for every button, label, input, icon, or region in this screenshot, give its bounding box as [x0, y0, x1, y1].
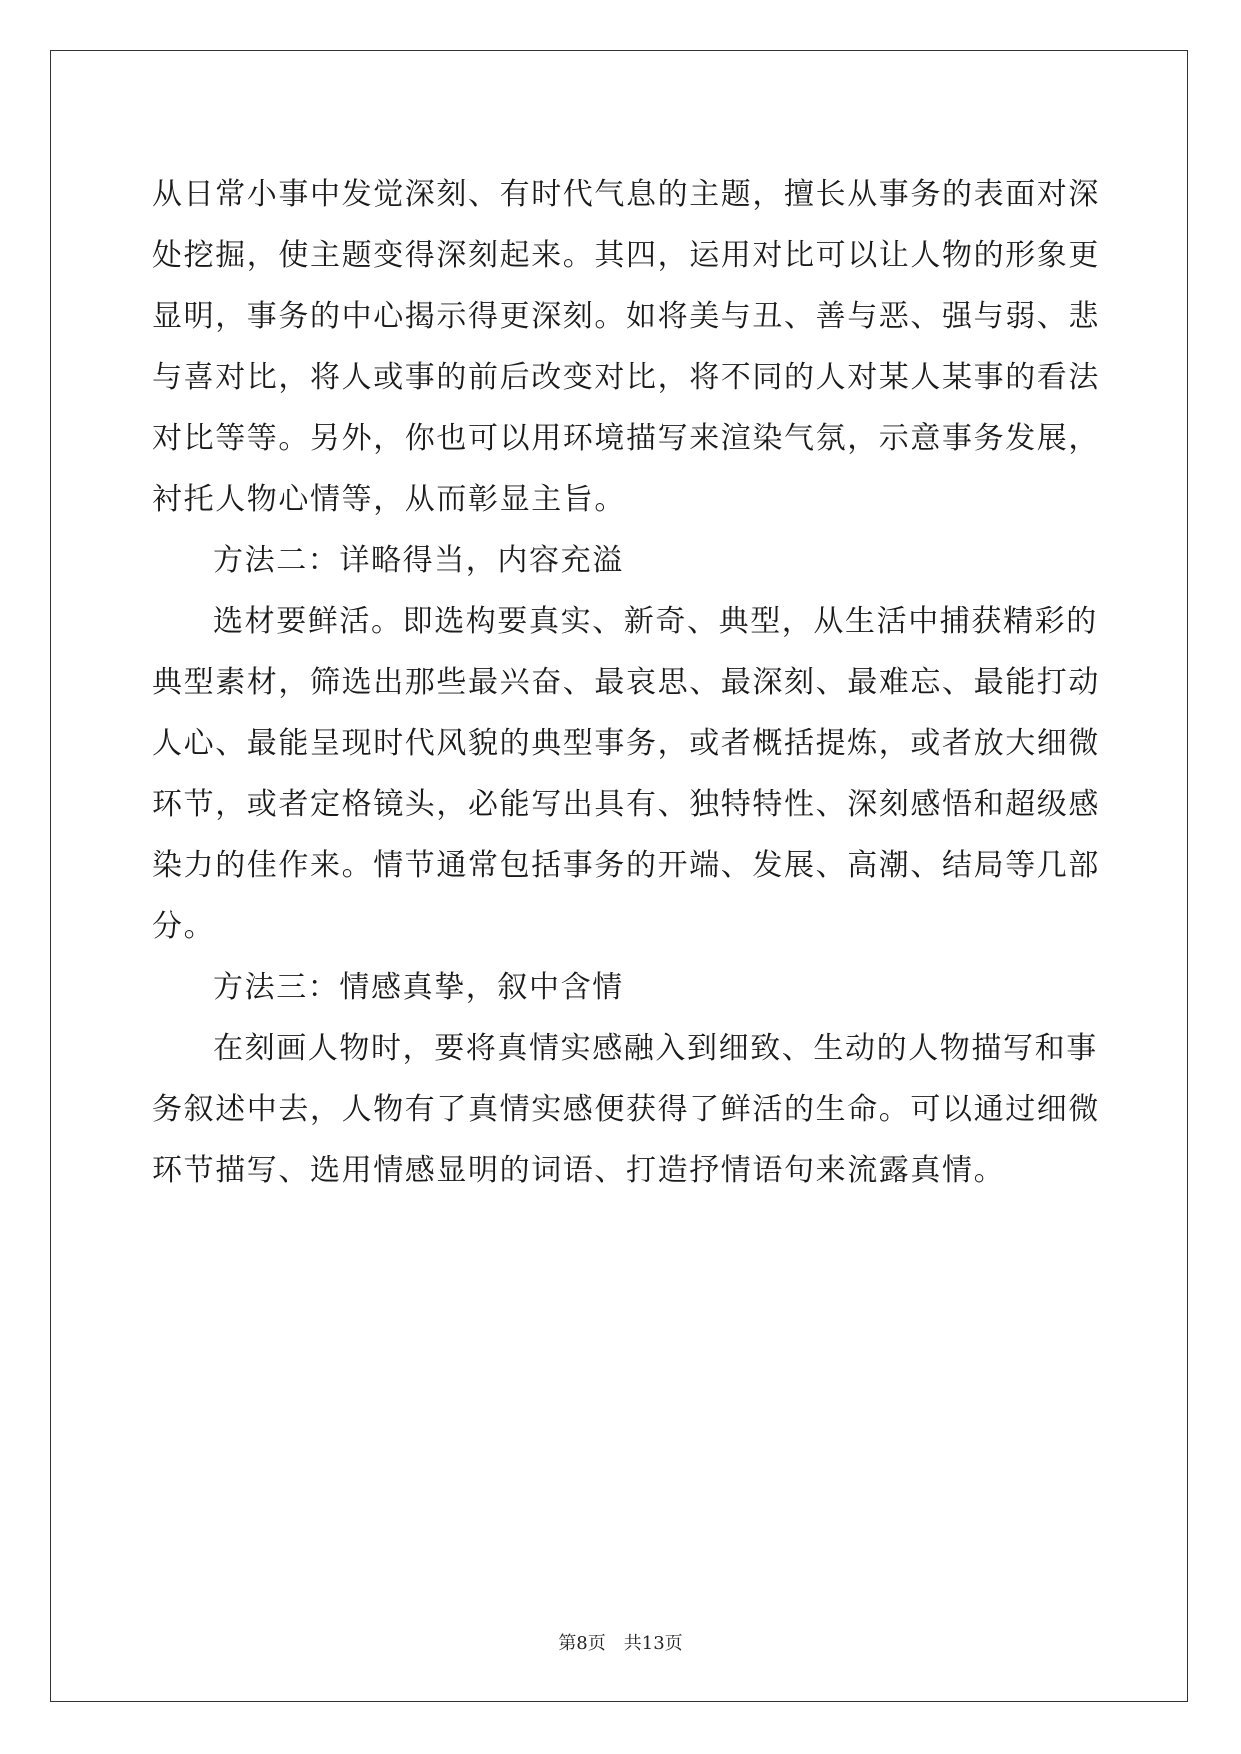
text-line: 人心、最能呈现时代风貌的典型事务，或者概括提炼，或者放大细微	[152, 726, 1100, 761]
paragraph-first-line: 选材要鲜活。即选构要真实、新奇、典型，从生活中捕获精彩的	[213, 604, 1098, 639]
text-line: 典型素材，筛选出那些最兴奋、最哀思、最深刻、最难忘、最能打动	[152, 665, 1100, 700]
text-line: 染力的佳作来。情节通常包括事务的开端、发展、高潮、结局等几部	[152, 848, 1100, 883]
text-line: 环节，或者定格镜头，必能写出具有、独特特性、深刻感悟和超级感	[152, 787, 1100, 822]
section-heading: 方法三：情感真挚，叙中含情	[213, 970, 624, 1005]
text-line: 对比等等。另外，你也可以用环境描写来渲染气氛，示意事务发展，	[152, 421, 1100, 456]
text-line: 从日常小事中发觉深刻、有时代气息的主题，擅长从事务的表面对深	[152, 177, 1100, 212]
paragraph-first-line: 在刻画人物时，要将真情实感融入到细致、生动的人物描写和事	[213, 1031, 1098, 1066]
text-line: 环节描写、选用情感显明的词语、打造抒情语句来流露真情。	[152, 1153, 1006, 1188]
text-line: 务叙述中去，人物有了真情实感便获得了鲜活的生命。可以通过细微	[152, 1092, 1100, 1127]
text-line: 处挖掘，使主题变得深刻起来。其四，运用对比可以让人物的形象更	[152, 238, 1100, 273]
page-number: 第8页	[558, 1633, 606, 1654]
page-footer	[0, 1632, 1241, 1656]
text-line: 衬托人物心情等，从而彰显主旨。	[152, 482, 626, 517]
document-body	[152, 164, 1100, 1201]
text-line: 与喜对比，将人或事的前后改变对比，将不同的人对某人某事的看法	[152, 360, 1100, 395]
section-heading: 方法二：详略得当，内容充溢	[213, 543, 624, 578]
text-line: 分。	[152, 909, 216, 944]
text-line: 显明，事务的中心揭示得更深刻。如将美与丑、善与恶、强与弱、悲	[152, 299, 1100, 334]
total-pages: 共13页	[623, 1633, 683, 1654]
